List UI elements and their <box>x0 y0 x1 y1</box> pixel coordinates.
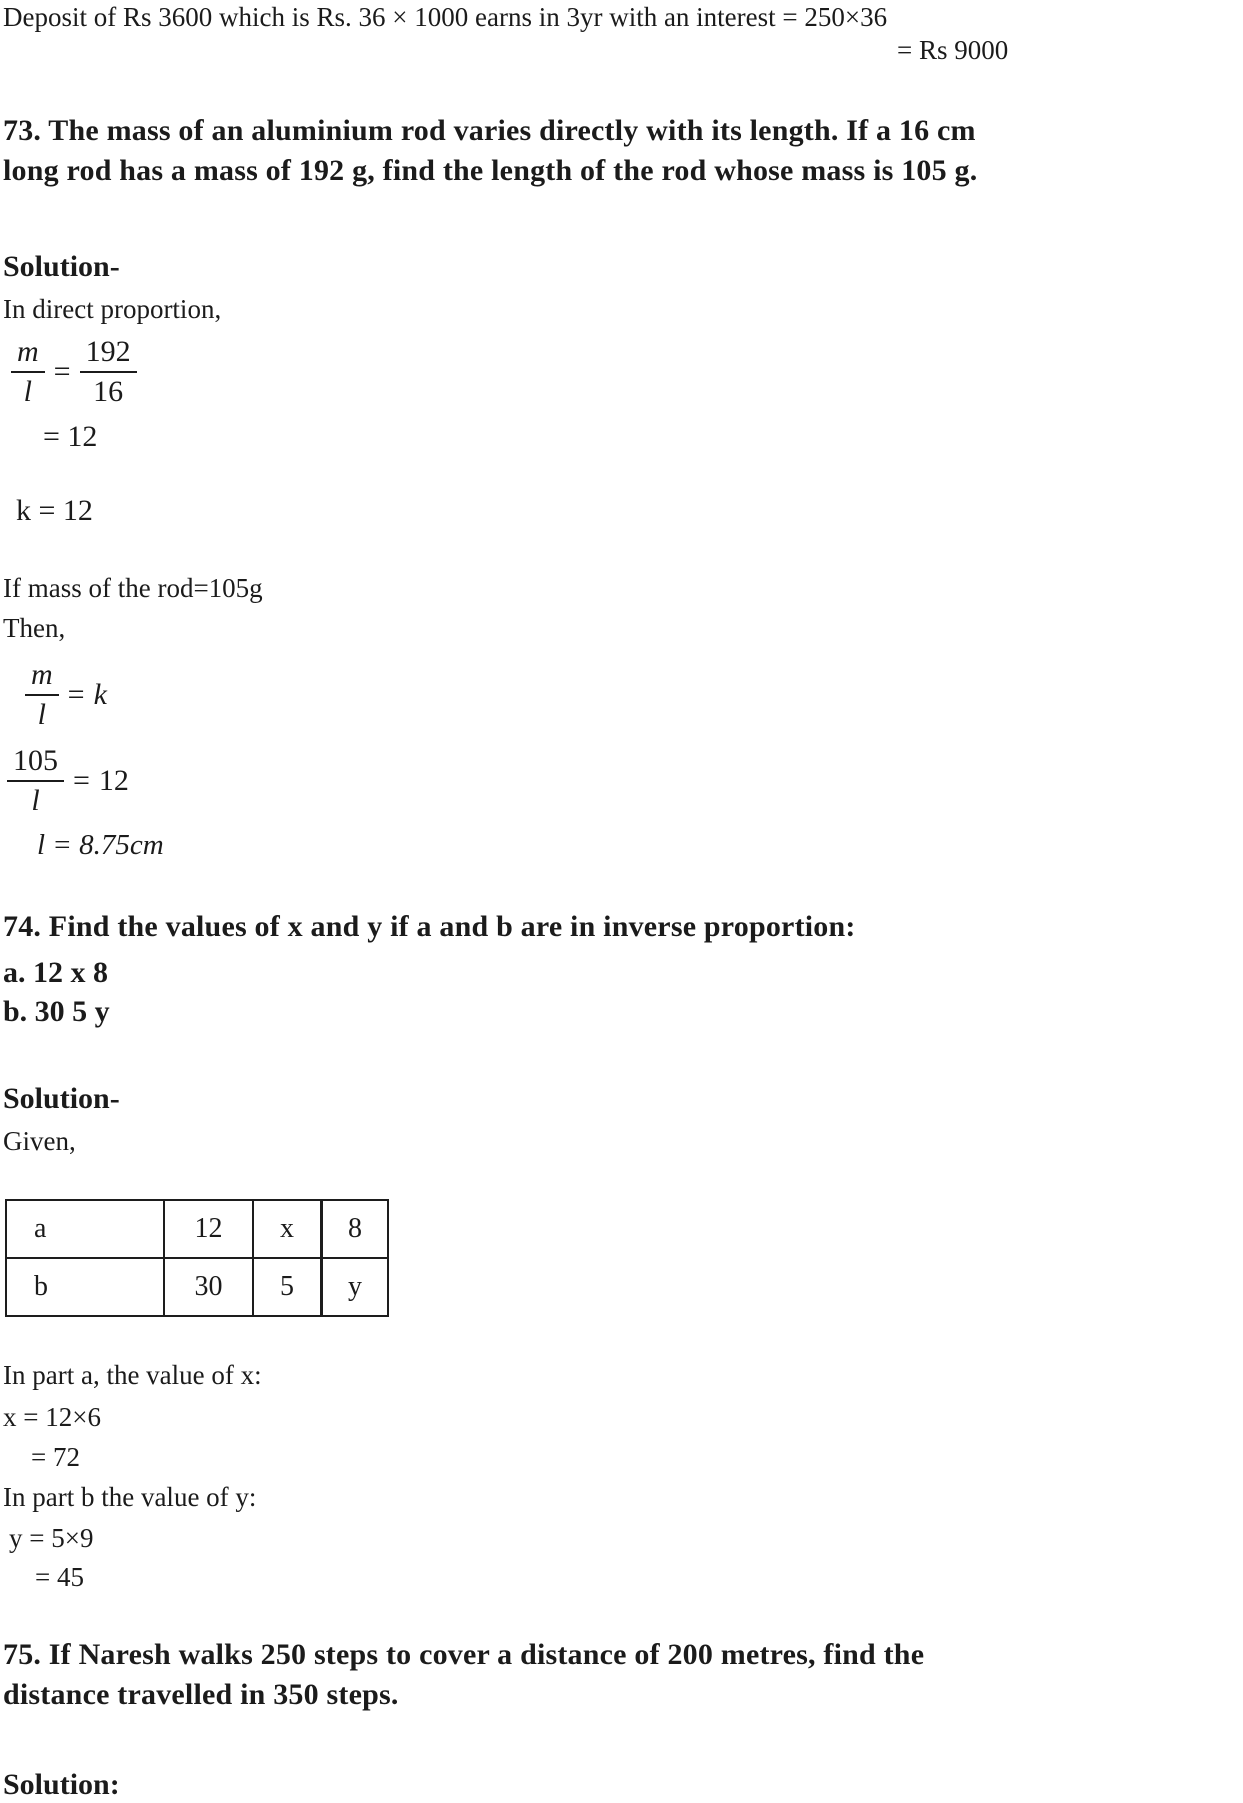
table-cell: 8 <box>322 1200 389 1258</box>
equals-sign: = <box>53 355 71 388</box>
q73-ratio-result: = 12 <box>43 420 98 453</box>
q74-item-b: b. 30 5 y <box>3 995 110 1028</box>
question-75-heading-line-1: 75. If Naresh walks 250 steps to cover a distance of 200 metres, find the <box>3 1638 925 1671</box>
q73-mass-condition: If mass of the rod=105g <box>3 573 263 603</box>
q74-x-equation: x = 12×6 <box>3 1402 101 1432</box>
q73-k-value: k = 12 <box>16 494 93 527</box>
q73-then-note: Then, <box>3 613 66 643</box>
fraction-m-over-l <box>25 660 59 730</box>
fraction-denominator: l <box>25 694 59 730</box>
q74-y-result: = 45 <box>35 1562 84 1592</box>
q75-solution-label: Solution: <box>3 1768 120 1801</box>
fraction-denominator: l <box>7 780 64 816</box>
question-73-heading-line-2: long rod has a mass of 192 g, find the length of the rod whose mass is 105 g. <box>3 154 978 187</box>
question-74-heading: 74. Find the values of x and y if a and b are in inverse proportion: <box>3 910 856 943</box>
q74-item-a: a. 12 x 8 <box>3 956 108 989</box>
intro-amount-result: = Rs 9000 <box>897 35 1009 65</box>
table-cell: 30 <box>164 1258 253 1316</box>
intro-interest-line: Deposit of Rs 3600 which is Rs. 36 × 1000 earns in 3yr with an interest = 250×36 <box>3 2 888 32</box>
table-cell: b <box>6 1258 164 1316</box>
fraction-denominator: l <box>11 371 45 407</box>
equals-sign: = <box>67 678 85 711</box>
fraction-105-over-l <box>7 746 64 816</box>
q74-x-result: = 72 <box>31 1442 80 1472</box>
question-75-heading-line-2: distance travelled in 350 steps. <box>3 1678 399 1711</box>
fraction-numerator: 192 <box>85 335 131 368</box>
q73-direct-proportion-note: In direct proportion, <box>3 294 222 324</box>
table-cell: x <box>253 1200 322 1258</box>
fraction-numerator: m <box>17 335 39 368</box>
q73-solution-label: Solution- <box>3 250 120 283</box>
fraction-m-over-l <box>11 337 45 407</box>
k-variable: k <box>93 678 107 711</box>
table-cell: 12 <box>164 1200 253 1258</box>
q73-ratio-equation <box>11 337 1243 407</box>
q73-mk-equation <box>25 660 1243 730</box>
fraction-192-over-16 <box>80 337 137 407</box>
q74-part-b-note: In part b the value of y: <box>3 1482 257 1512</box>
length-equation-rhs: 12 <box>98 764 129 797</box>
q73-length-equation <box>7 746 1243 816</box>
q74-given-label: Given, <box>3 1126 76 1156</box>
table-row-a <box>6 1200 388 1258</box>
equals-sign: = <box>73 764 90 797</box>
table-cell: y <box>322 1258 389 1316</box>
table-row-b <box>6 1258 388 1316</box>
q74-values-table <box>5 1199 389 1317</box>
question-73-heading-line-1: 73. The mass of an aluminium rod varies directly with its length. If a 16 cm <box>3 114 976 147</box>
q74-y-equation: y = 5×9 <box>9 1523 94 1553</box>
fraction-numerator: 105 <box>13 744 58 777</box>
question-73-heading <box>3 111 1243 191</box>
q73-length-result: l = 8.75cm <box>37 829 164 861</box>
fraction-denominator: 16 <box>80 371 137 407</box>
q74-part-a-note: In part a, the value of x: <box>3 1360 262 1390</box>
q74-solution-label: Solution- <box>3 1082 120 1115</box>
question-75-heading <box>3 1635 1243 1715</box>
table-cell: 5 <box>253 1258 322 1316</box>
table-cell: a <box>6 1200 164 1258</box>
fraction-numerator: m <box>31 658 53 691</box>
